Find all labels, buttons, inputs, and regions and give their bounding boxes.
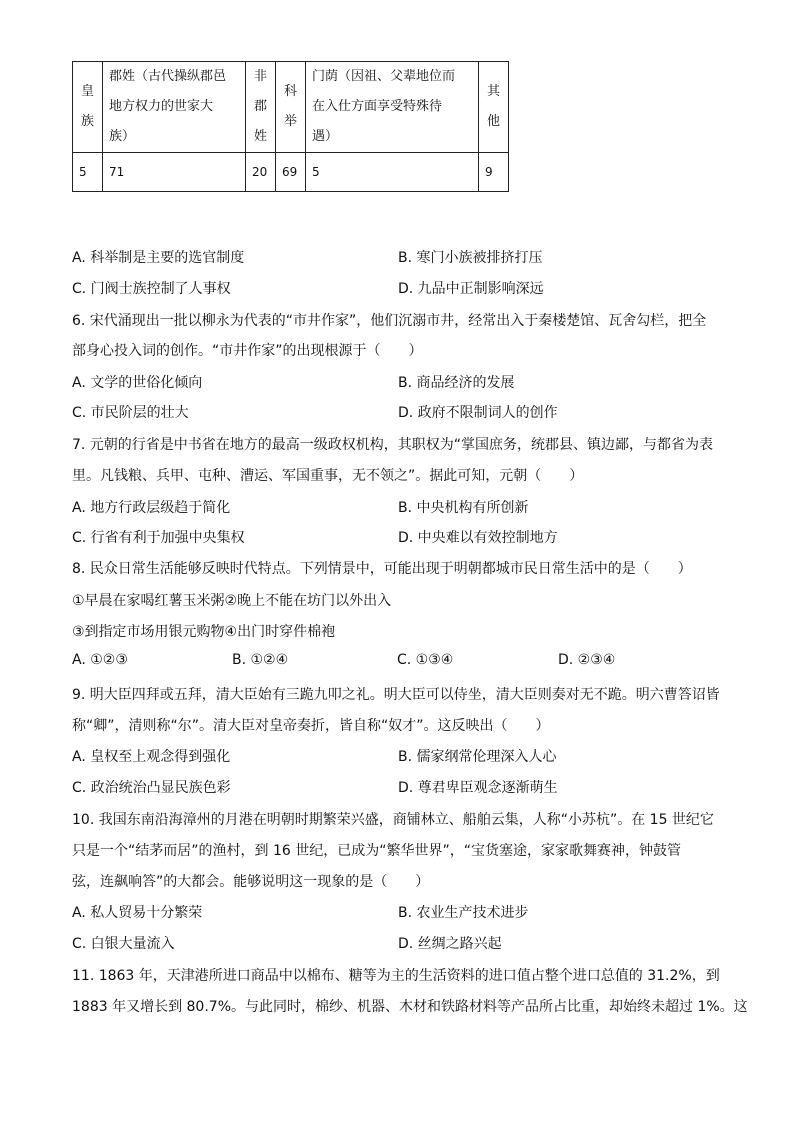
q8-option-c[interactable]: C. ①③④ (397, 652, 454, 668)
header-cell-imperial: 皇 族 (73, 62, 103, 153)
header-cell-menyin: 门荫（因祖、父辈地位而 在入仕方面享受特殊待 遇） (306, 62, 479, 153)
value-cell: 20 (246, 153, 276, 192)
q8-stem-line-2: ①早晨在家喝红薯玉米粥②晚上不能在坊门以外出入 (72, 593, 392, 609)
q9-stem-line-2: 称“卿”，清则称“尔”。清大臣对皇帝奏折，皆自称“奴才”。这反映出（ ） (72, 718, 550, 734)
q8-stem-line-1: 8. 民众日常生活能够反映时代特点。下列情景中，可能出现于明朝都城市民日常生活中的是（ ） (72, 561, 692, 577)
q9-option-a[interactable]: A. 皇权至上观念得到强化 (72, 749, 231, 765)
header-cell-non-junxing: 非 郡 姓 (246, 62, 276, 153)
q10-option-a[interactable]: A. 私人贸易十分繁荣 (72, 905, 203, 921)
q5-option-d[interactable]: D. 九品中正制影响深远 (398, 281, 544, 297)
q7-option-a[interactable]: A. 地方行政层级趋于简化 (72, 500, 231, 516)
value-cell: 9 (479, 153, 509, 192)
q7-option-c[interactable]: C. 行省有利于加强中央集权 (72, 530, 245, 546)
q6-option-c[interactable]: C. 市民阶层的壮大 (72, 405, 189, 421)
q7-stem-line-2: 里。凡钱粮、兵甲、屯种、漕运、军国重事，无不领之”。据此可知，元朝（ ） (72, 468, 584, 484)
q10-option-b[interactable]: B. 农业生产技术进步 (398, 905, 529, 921)
q5-option-b[interactable]: B. 寒门小族被排挤打压 (398, 250, 543, 266)
q7-option-b[interactable]: B. 中央机构有所创新 (398, 500, 529, 516)
q8-option-d[interactable]: D. ②③④ (558, 652, 616, 668)
q5-option-a[interactable]: A. 科举制是主要的选官制度 (72, 250, 245, 266)
header-cell-junxing: 郡姓（古代操纵郡邑 地方权力的世家大 族） (103, 62, 246, 153)
q6-option-a[interactable]: A. 文学的世俗化倾向 (72, 375, 203, 391)
q10-option-c[interactable]: C. 白银大量流入 (72, 936, 175, 952)
value-cell: 5 (73, 153, 103, 192)
q10-stem-line-3: 弦，连飙响答”的大都会。能够说明这一现象的是（ ） (72, 874, 430, 890)
value-cell: 5 (306, 153, 479, 192)
q7-option-d[interactable]: D. 中央难以有效控制地方 (398, 530, 558, 546)
header-cell-other: 其 他 (479, 62, 509, 153)
q6-option-d[interactable]: D. 政府不限制词人的创作 (398, 405, 558, 421)
q10-stem-line-1: 10. 我国东南沿海漳州的月港在明朝时期繁荣兴盛，商铺林立、船舶云集，人称“小苏杭”。在 15 世纪它 (72, 812, 714, 828)
q8-option-b[interactable]: B. ①②④ (232, 652, 289, 668)
q8-stem-line-3: ③到指定市场用银元购物④出门时穿件棉袍 (72, 624, 336, 640)
value-cell: 71 (103, 153, 246, 192)
q9-option-b[interactable]: B. 儒家纲常伦理深入人心 (398, 749, 557, 765)
q6-option-b[interactable]: B. 商品经济的发展 (398, 375, 515, 391)
q6-stem-line-2: 部身心投入词的创作。“市井作家”的出现根源于（ ） (72, 343, 423, 359)
q5-option-c[interactable]: C. 门阀士族控制了人事权 (72, 281, 231, 297)
table-value-row (73, 153, 509, 192)
header-cell-keju: 科 举 (276, 62, 306, 153)
value-cell: 69 (276, 153, 306, 192)
table-header-row (73, 62, 509, 153)
q9-option-c[interactable]: C. 政治统治凸显民族色彩 (72, 780, 231, 796)
q11-stem-line-1: 11. 1863 年，天津港所进口商品中以棉布、糖等为主的生活资料的进口值占整个进口总值的 31.2%，到 (72, 968, 720, 984)
q9-stem-line-1: 9. 明大臣四拜或五拜，清大臣始有三跪九叩之礼。明大臣可以侍坐，清大臣则奏对无不跪。明六曹答诏皆 (72, 687, 720, 703)
q11-stem-line-2: 1883 年又增长到 80.7%。与此同时，棉纱、机器、木材和铁路材料等产品所占比重，却始终未超过 1%。这 (72, 999, 748, 1015)
q8-option-a[interactable]: A. ①②③ (72, 652, 128, 668)
q6-stem-line-1: 6. 宋代涌现出一批以柳永为代表的“市井作家”，他们沉溺市井，经常出入于秦楼楚馆、瓦舍勾栏，把全 (72, 313, 707, 329)
q10-stem-line-2: 只是一个“结茅而居”的渔村，到 16 世纪，已成为“繁华世界”，“宝货塞途，家家歌舞赛神，钟鼓管 (72, 843, 681, 859)
q10-option-d[interactable]: D. 丝绸之路兴起 (398, 936, 502, 952)
q9-option-d[interactable]: D. 尊君卑臣观念逐渐萌生 (398, 780, 558, 796)
q7-stem-line-1: 7. 元朝的行省是中书省在地方的最高一级政权机构，其职权为“掌国庶务，统郡县、镇边鄙，与都省为表 (72, 437, 714, 453)
official-origin-table (72, 61, 509, 192)
